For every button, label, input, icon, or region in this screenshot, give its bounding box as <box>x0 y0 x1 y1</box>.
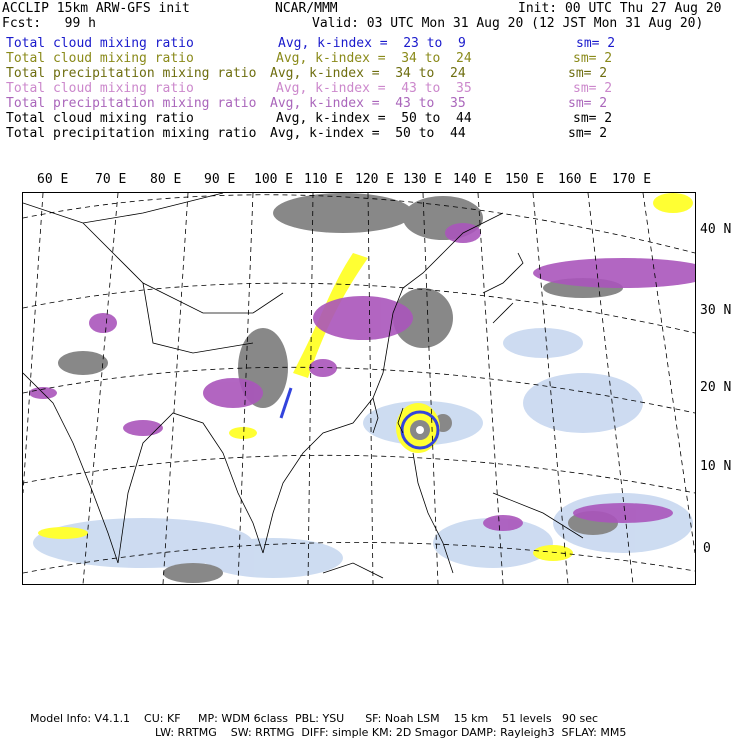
legend-row-4-field: Total cloud mixing ratio <box>6 81 194 96</box>
model-info-line1: Model Info: V4.1.1 CU: KF MP: WDM 6class PBL: YSU SF: Noah LSM 15 km 51 levels 90 sec <box>30 712 599 725</box>
lat-label-10n: 10 N <box>700 459 732 474</box>
model-title: ACCLIP 15km ARW-GFS init <box>2 1 190 16</box>
legend-row-3-sm: sm= 2 <box>568 66 608 81</box>
lon-label-70e: 70 E <box>95 172 127 187</box>
legend-row-1-sm: sm= 2 <box>576 36 616 51</box>
legend-row-5-field: Total precipitation mixing ratio <box>6 96 257 111</box>
legend-row-7-sm: sm= 2 <box>568 126 608 141</box>
legend-row-3-avg: Avg, k-index = 34 to 24 <box>270 66 466 81</box>
lon-label-150e: 150 E <box>505 172 545 187</box>
lat-label-40n: 40 N <box>700 222 732 237</box>
lon-label-120e: 120 E <box>355 172 395 187</box>
valid-time: Valid: 03 UTC Mon 31 Aug 20 (12 JST Mon 31 Aug 20) <box>312 16 704 31</box>
legend-row-7-field: Total precipitation mixing ratio <box>6 126 257 141</box>
model-info-line2: LW: RRTMG SW: RRTMG DIFF: simple KM: 2D Smagor DAMP: Rayleigh3 SFLAY: MM5 <box>155 726 627 739</box>
lon-label-80e: 80 E <box>150 172 182 187</box>
institution-label: NCAR/MMM <box>275 1 338 16</box>
lon-label-60e: 60 E <box>37 172 69 187</box>
lat-label-0: 0 <box>703 541 711 556</box>
lon-label-170e: 170 E <box>612 172 652 187</box>
map-canvas <box>23 193 695 584</box>
lon-label-90e: 90 E <box>204 172 236 187</box>
legend-row-6-sm: sm= 2 <box>573 111 613 126</box>
legend-row-1-avg: Avg, k-index = 23 to 9 <box>278 36 466 51</box>
lon-label-130e: 130 E <box>403 172 443 187</box>
lon-label-100e: 100 E <box>254 172 294 187</box>
lon-label-110e: 110 E <box>304 172 344 187</box>
legend-row-4-avg: Avg, k-index = 43 to 35 <box>276 81 472 96</box>
legend-row-2-avg: Avg, k-index = 34 to 24 <box>276 51 472 66</box>
legend-row-5-avg: Avg, k-index = 43 to 35 <box>270 96 466 111</box>
lon-label-160e: 160 E <box>558 172 598 187</box>
lon-label-140e: 140 E <box>453 172 493 187</box>
legend-row-1-field: Total cloud mixing ratio <box>6 36 194 51</box>
legend-row-7-avg: Avg, k-index = 50 to 44 <box>270 126 466 141</box>
init-time: Init: 00 UTC Thu 27 Aug 20 <box>518 1 722 16</box>
forecast-hour: Fcst: 99 h <box>2 16 96 31</box>
legend-row-5-sm: sm= 2 <box>568 96 608 111</box>
lat-label-30n: 30 N <box>700 303 732 318</box>
legend-row-6-avg: Avg, k-index = 50 to 44 <box>276 111 472 126</box>
map-panel <box>22 192 696 585</box>
legend-row-3-field: Total precipitation mixing ratio <box>6 66 257 81</box>
legend-row-2-sm: sm= 2 <box>573 51 613 66</box>
legend-row-2-field: Total cloud mixing ratio <box>6 51 194 66</box>
legend-row-4-sm: sm= 2 <box>573 81 613 96</box>
lat-label-20n: 20 N <box>700 380 732 395</box>
legend-row-6-field: Total cloud mixing ratio <box>6 111 194 126</box>
